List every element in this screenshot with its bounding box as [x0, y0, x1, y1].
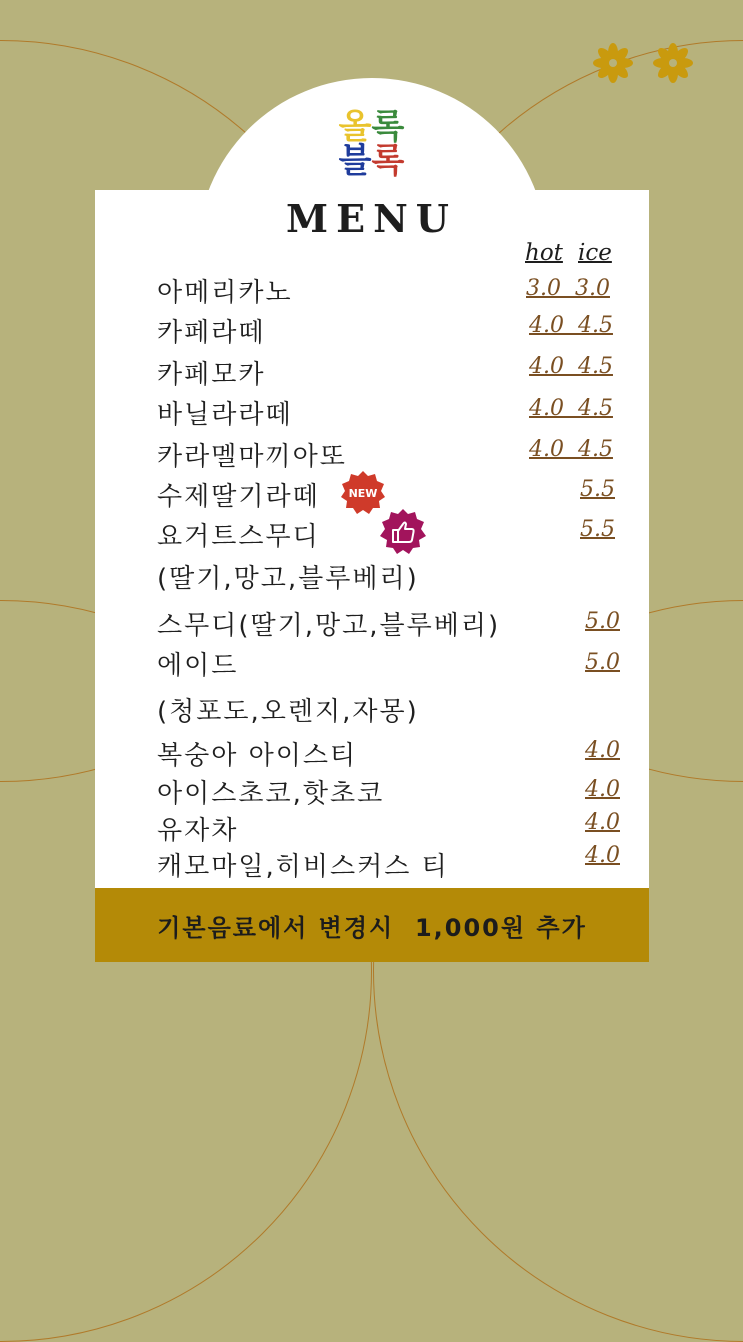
menu-item-name: 바닐라라떼	[157, 400, 293, 430]
menu-item-price: 4.0	[585, 738, 620, 763]
flower-icon	[590, 40, 636, 86]
logo-char: 블	[338, 141, 372, 181]
menu-item-price: 4.0 4.5	[529, 437, 613, 462]
menu-item-name: 캐모마일,히비스커스 티	[157, 852, 449, 882]
menu-item-price: 4.0	[585, 777, 620, 802]
menu-item-subtext: (딸기,망고,블루베리)	[157, 564, 419, 594]
menu-item-name: 카라멜마끼아또	[157, 442, 347, 472]
menu-item-price: 3.0 3.0	[526, 276, 610, 301]
menu-item-name: 스무디(딸기,망고,블루베리)	[157, 611, 501, 641]
column-header-ice: ice	[578, 240, 612, 266]
footer-text: 기본음료에서 변경시 1,000원 추가	[157, 913, 587, 942]
column-header-hot: hot	[525, 240, 563, 266]
flower-icon	[650, 40, 696, 86]
logo-char: 록	[371, 141, 405, 181]
menu-item-name: 유자차	[157, 816, 239, 846]
menu-item-name: 수제딸기라떼	[157, 482, 320, 512]
logo	[0, 107, 743, 181]
new-badge-label: NEW	[348, 487, 378, 500]
menu-item-price: 4.0	[585, 843, 620, 868]
menu-item-price: 5.5	[580, 477, 615, 502]
menu-item-price: 5.0	[585, 650, 620, 675]
menu-item-name: 카페모카	[157, 360, 266, 390]
menu-item-price: 4.0 4.5	[529, 313, 613, 338]
menu-item-price: 4.0 4.5	[529, 354, 613, 379]
menu-item-name: 아이스초코,핫초코	[157, 779, 385, 809]
menu-item-price: 4.0	[585, 810, 620, 835]
menu-item-name: 요거트스무디	[157, 522, 320, 552]
menu-item-name: 카페라떼	[157, 318, 266, 348]
menu-item-name: 복숭아 아이스티	[157, 741, 358, 771]
menu-item-name: 에이드	[157, 651, 239, 681]
footer-banner	[95, 888, 649, 962]
logo-char: 올	[338, 107, 372, 147]
menu-title: MENU	[286, 196, 457, 241]
menu-item-name: 아메리카노	[157, 278, 293, 308]
menu-item-subtext: (청포도,오렌지,자몽)	[157, 697, 419, 727]
menu-item-price: 5.0	[585, 609, 620, 634]
menu-item-price: 5.5	[580, 517, 615, 542]
menu-item-price: 4.0 4.5	[529, 396, 613, 421]
logo-char: 록	[371, 107, 405, 147]
thumbs-up-icon	[379, 508, 427, 556]
